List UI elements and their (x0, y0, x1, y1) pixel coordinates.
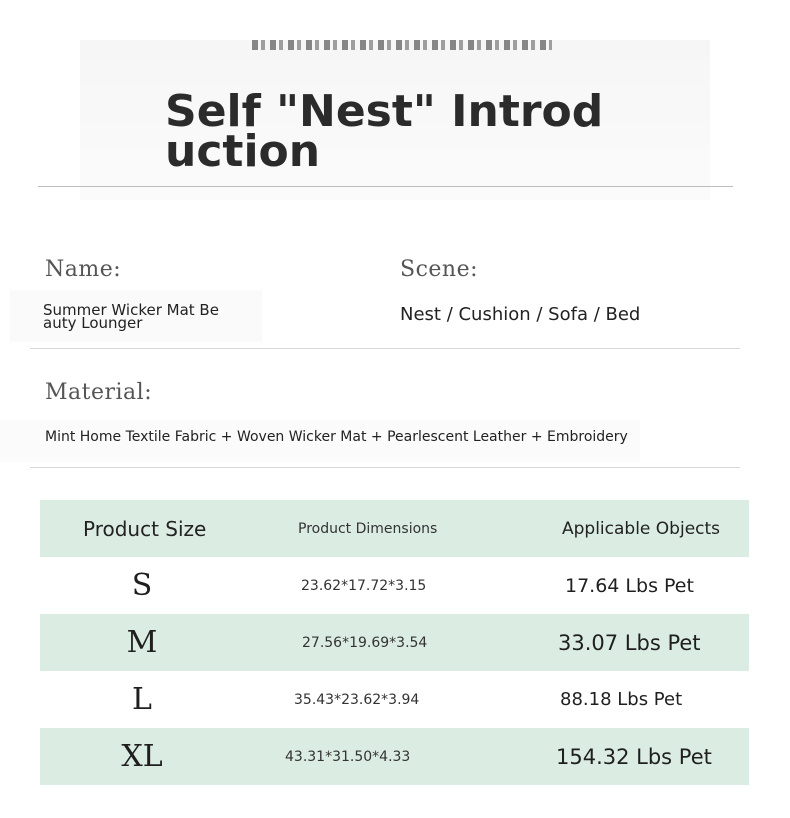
header-product-dimensions: Product Dimensions (298, 520, 438, 537)
material-label: Material: (45, 380, 153, 405)
decorative-strip (252, 40, 552, 50)
size-table (40, 500, 749, 785)
table-row (40, 557, 749, 614)
size-cell: M (126, 625, 158, 660)
size-cell: XL (121, 739, 163, 774)
header-applicable-objects: Applicable Objects (562, 518, 721, 539)
size-cell: S (131, 568, 153, 603)
dimensions-cell: 27.56*19.69*3.54 (302, 634, 428, 651)
table-row (40, 614, 749, 671)
size-cell: L (132, 682, 152, 717)
header-divider (38, 186, 733, 187)
objects-cell: 33.07 Lbs Pet (558, 630, 701, 655)
table-row (40, 728, 749, 785)
scene-label: Scene: (400, 257, 479, 282)
dimensions-cell: 43.31*31.50*4.33 (285, 748, 411, 765)
scene-value: Nest / Cushion / Sofa / Bed (400, 304, 641, 325)
objects-cell: 154.32 Lbs Pet (556, 744, 712, 769)
dimensions-cell: 23.62*17.72*3.15 (301, 577, 427, 594)
section-divider (30, 348, 740, 349)
material-value: Mint Home Textile Fabric + Woven Wicker Mat + Pearlescent Leather + Embroidery (45, 429, 628, 445)
name-value: Summer Wicker Mat Beauty Lounger (43, 301, 219, 332)
objects-cell: 88.18 Lbs Pet (560, 689, 683, 710)
objects-cell: 17.64 Lbs Pet (565, 574, 694, 597)
table-row (40, 671, 749, 728)
header-product-size: Product Size (83, 516, 207, 541)
name-label: Name: (45, 257, 122, 282)
page-title: Self "Nest" Introduction (165, 86, 604, 177)
section-divider (30, 467, 740, 468)
dimensions-cell: 35.43*23.62*3.94 (294, 691, 420, 708)
table-header-row (40, 500, 749, 557)
